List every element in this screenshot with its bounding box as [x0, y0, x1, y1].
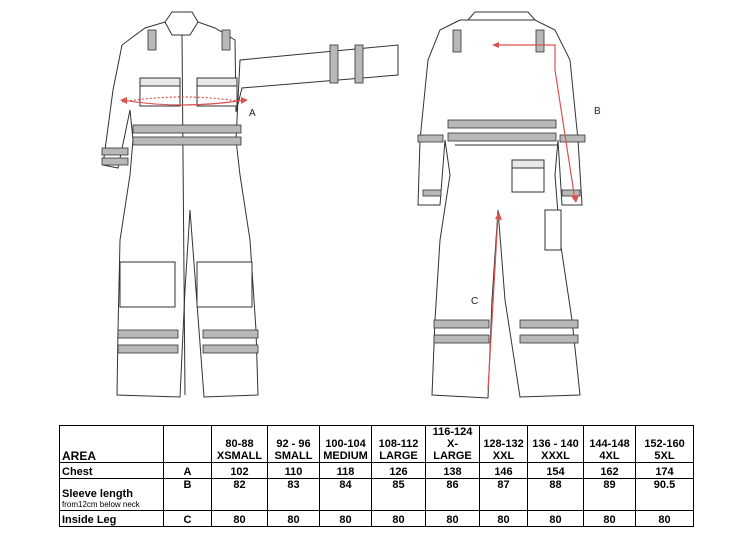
table-cell: 87 — [480, 479, 528, 511]
table-row-sleeve — [60, 479, 694, 511]
row-code: B — [164, 479, 212, 511]
table-cell: 80 — [426, 511, 480, 527]
size-col: 136 - 140 XXXL — [528, 426, 584, 463]
table-cell: 146 — [480, 463, 528, 479]
table-cell: 85 — [372, 479, 426, 511]
table-cell: 138 — [426, 463, 480, 479]
table-row-chest — [60, 463, 694, 479]
size-col: 152-160 5XL — [636, 426, 694, 463]
size-col: 108-112 LARGE — [372, 426, 426, 463]
table-cell: 80 — [636, 511, 694, 527]
table-cell: 126 — [372, 463, 426, 479]
table-row-inside-leg — [60, 511, 694, 527]
table-cell: 110 — [268, 463, 320, 479]
annotation-b: B — [594, 106, 601, 117]
row-code: A — [164, 463, 212, 479]
table-cell: 154 — [528, 463, 584, 479]
row-sublabel: from12cm below neck — [62, 500, 140, 509]
table-cell: 80 — [320, 511, 372, 527]
size-col: 92 - 96 SMALL — [268, 426, 320, 463]
row-label: Sleeve length from12cm below neck — [60, 479, 164, 511]
table-cell: 80 — [528, 511, 584, 527]
code-header — [164, 426, 212, 463]
table-cell: 80 — [584, 511, 636, 527]
table-cell: 102 — [212, 463, 268, 479]
size-col: 128-132 XXL — [480, 426, 528, 463]
table-cell: 90.5 — [636, 479, 694, 511]
table-cell: 88 — [528, 479, 584, 511]
front-coverall — [103, 12, 398, 397]
table-cell: 84 — [320, 479, 372, 511]
annotation-c: C — [471, 296, 479, 307]
row-code: C — [164, 511, 212, 527]
table-cell: 162 — [584, 463, 636, 479]
table-cell: 80 — [212, 511, 268, 527]
row-label: Chest — [60, 463, 164, 479]
table-cell: 118 — [320, 463, 372, 479]
table-cell: 86 — [426, 479, 480, 511]
table-cell: 82 — [212, 479, 268, 511]
table-header-row — [60, 426, 694, 463]
table-cell: 83 — [268, 479, 320, 511]
table-cell: 174 — [636, 463, 694, 479]
size-col: 116-124 X-LARGE — [426, 426, 480, 463]
table-cell: 89 — [584, 479, 636, 511]
size-col: 144-148 4XL — [584, 426, 636, 463]
size-col: 100-104 MEDIUM — [320, 426, 372, 463]
table-cell: 80 — [372, 511, 426, 527]
area-header: AREA — [60, 426, 164, 463]
table-cell: 80 — [480, 511, 528, 527]
table-cell: 80 — [268, 511, 320, 527]
annotation-a: A — [249, 108, 256, 119]
size-col: 80-88 XSMALL — [212, 426, 268, 463]
size-chart-table — [59, 425, 694, 527]
row-label: Inside Leg — [60, 511, 164, 527]
